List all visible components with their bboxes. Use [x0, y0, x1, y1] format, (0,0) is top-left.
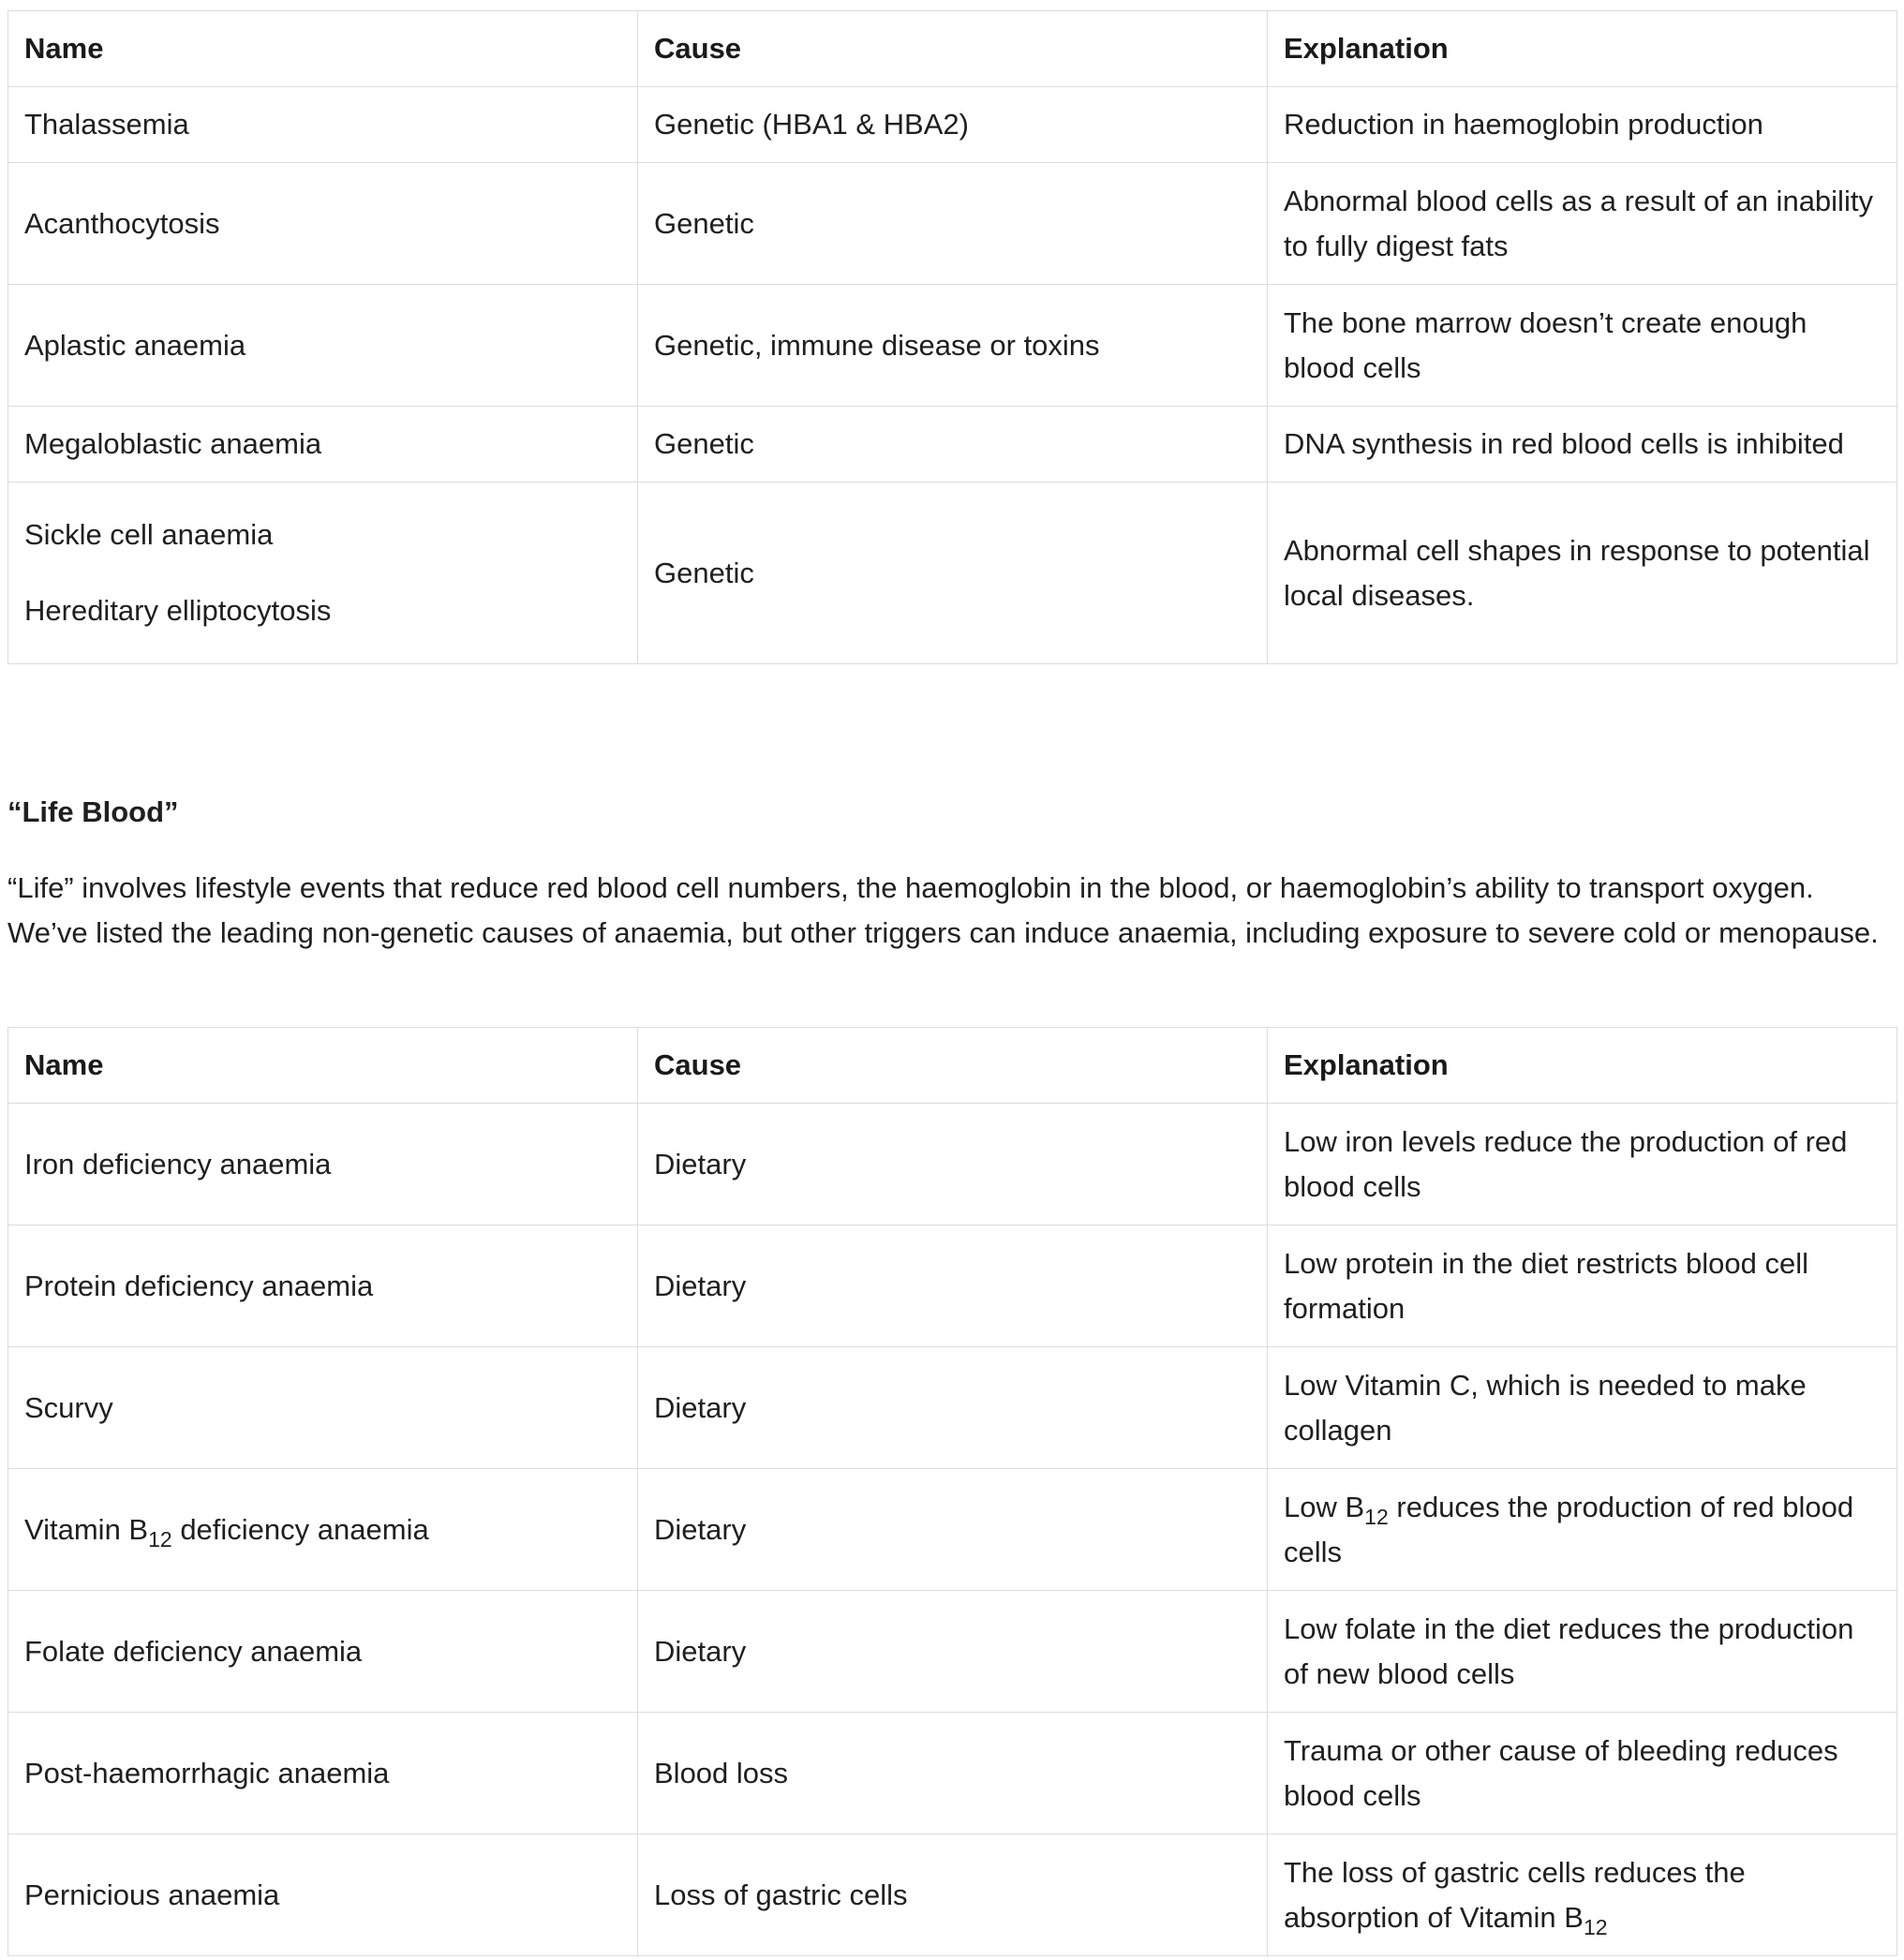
table-row — [8, 1104, 1897, 1225]
cell-name: Acanthocytosis — [8, 163, 638, 285]
subscript: 12 — [1583, 1914, 1608, 1939]
cell-cause: Dietary — [638, 1225, 1268, 1347]
cell-explanation — [1268, 1834, 1897, 1956]
cell-name: Iron deficiency anaemia — [8, 1104, 638, 1225]
cell-name: Aplastic anaemia — [8, 285, 638, 407]
cell-cause: Genetic — [638, 407, 1268, 483]
column-header-explanation: Explanation — [1268, 11, 1897, 87]
cell-name — [8, 483, 638, 664]
cell-cause: Genetic — [638, 483, 1268, 664]
table-header-row — [8, 11, 1897, 87]
column-header-explanation: Explanation — [1268, 1028, 1897, 1104]
cell-cause: Blood loss — [638, 1713, 1268, 1834]
name-line: Sickle cell anaemia — [24, 518, 274, 551]
cell-explanation: DNA synthesis in red blood cells is inhibited — [1268, 407, 1897, 483]
cell-explanation: Trauma or other cause of bleeding reduces blood cells — [1268, 1713, 1897, 1834]
table-row — [8, 87, 1897, 163]
cell-cause: Dietary — [638, 1104, 1268, 1225]
cell-name: Scurvy — [8, 1347, 638, 1469]
column-header-cause: Cause — [638, 11, 1268, 87]
explanation-text: reduces the production of red blood cells — [1284, 1490, 1854, 1568]
cell-explanation: Low protein in the diet restricts blood cell formation — [1268, 1225, 1897, 1347]
cell-name: Protein deficiency anaemia — [8, 1225, 638, 1347]
cell-explanation: Low folate in the diet reduces the production of new blood cells — [1268, 1591, 1897, 1713]
section-heading: “Life Blood” — [7, 795, 179, 828]
cell-cause: Genetic — [638, 163, 1268, 285]
column-header-name: Name — [8, 11, 638, 87]
table-row — [8, 163, 1897, 285]
cell-explanation: Abnormal blood cells as a result of an inability to fully digest fats — [1268, 163, 1897, 285]
cell-cause: Loss of gastric cells — [638, 1834, 1268, 1956]
table-header-row — [8, 1028, 1897, 1104]
subscript: 12 — [1364, 1504, 1389, 1529]
name-text: deficiency anaemia — [171, 1512, 429, 1546]
cell-explanation: Reduction in haemoglobin production — [1268, 87, 1897, 163]
cell-explanation — [1268, 1469, 1897, 1591]
cell-cause: Dietary — [638, 1469, 1268, 1591]
explanation-text: Low B — [1284, 1490, 1365, 1523]
table-row — [8, 1713, 1897, 1834]
lifestyle-causes-table — [7, 1027, 1897, 1956]
cell-name: Post-haemorrhagic anaemia — [8, 1713, 638, 1834]
table-row — [8, 1347, 1897, 1469]
subscript: 12 — [148, 1526, 172, 1552]
table-row — [8, 1591, 1897, 1713]
table-row — [8, 1834, 1897, 1956]
table-row — [8, 407, 1897, 483]
column-header-cause: Cause — [638, 1028, 1268, 1104]
cell-explanation: Abnormal cell shapes in response to potential local diseases. — [1268, 483, 1897, 664]
cell-cause: Dietary — [638, 1591, 1268, 1713]
cell-explanation: The bone marrow doesn’t create enough blood cells — [1268, 285, 1897, 407]
name-line: Hereditary elliptocytosis — [24, 594, 332, 627]
column-header-name: Name — [8, 1028, 638, 1104]
table-row — [8, 1225, 1897, 1347]
table-row — [8, 483, 1897, 664]
section-paragraph: “Life” involves lifestyle events that reduce red blood cell numbers, the haemoglobin in the blood, or haemoglobin’s ability to transport oxygen. We’ve listed the leading non-genetic causes of anaemia, but other triggers can induce anaemia, including exposure to severe cold or menopause. — [7, 871, 1879, 949]
cell-name: Megaloblastic anaemia — [8, 407, 638, 483]
cell-cause: Dietary — [638, 1347, 1268, 1469]
genetic-causes-table — [7, 10, 1897, 664]
cell-name: Thalassemia — [8, 87, 638, 163]
explanation-text: The loss of gastric cells reduces the absorption of Vitamin B — [1284, 1855, 1746, 1934]
cell-explanation: Low iron levels reduce the production of red blood cells — [1268, 1104, 1897, 1225]
cell-name: Pernicious anaemia — [8, 1834, 638, 1956]
name-text: Vitamin B — [24, 1512, 149, 1546]
table-row — [8, 285, 1897, 407]
cell-explanation: Low Vitamin C, which is needed to make collagen — [1268, 1347, 1897, 1469]
table-row — [8, 1469, 1897, 1591]
cell-name: Folate deficiency anaemia — [8, 1591, 638, 1713]
cell-cause: Genetic (HBA1 & HBA2) — [638, 87, 1268, 163]
cell-name — [8, 1469, 638, 1591]
cell-cause: Genetic, immune disease or toxins — [638, 285, 1268, 407]
